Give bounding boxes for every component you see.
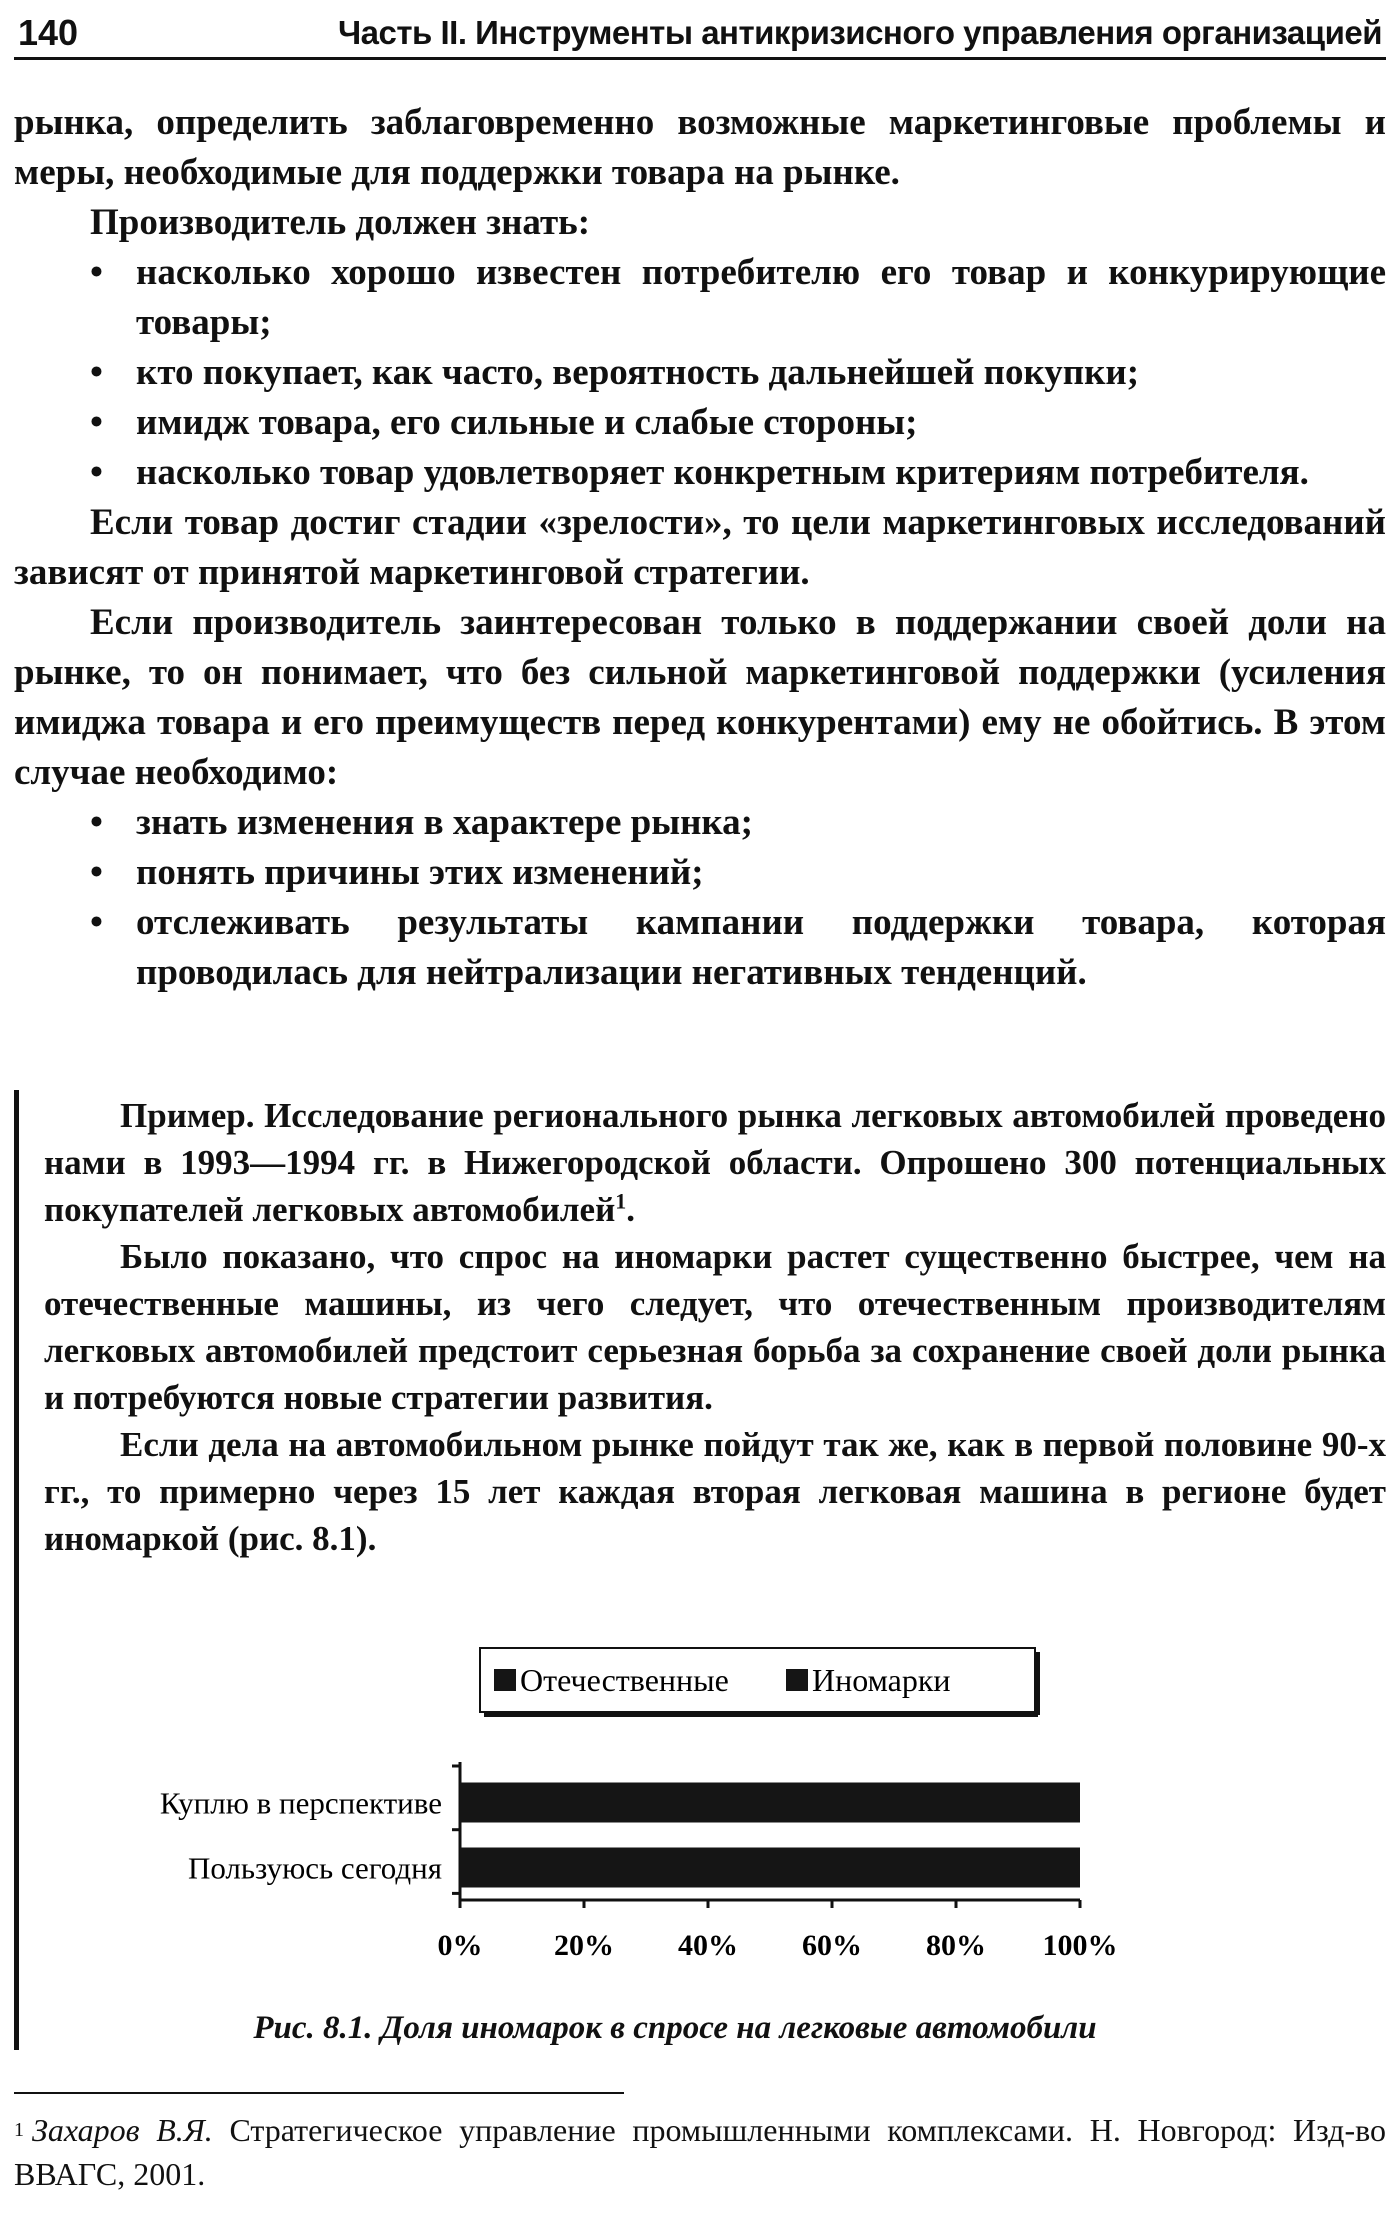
footnote xyxy=(14,2108,1386,2196)
category-label: Пользуюсь сегодня xyxy=(187,1850,442,1886)
example-paragraph: Было показано, что спрос на иномарки растет существенно быстрее, чем на отечественные машины, из чего следует, что отечественным производителям легковых автомобилей предстоит серьезная борьба за сохранение своей доли рынка и потребуются новые стратегии развития. xyxy=(44,1237,1386,1417)
list-item: • насколько товар удовлетворяет конкретным критериям потребителя. xyxy=(90,448,1386,498)
x-tick-label: 60% xyxy=(802,1929,862,1962)
list-item: • насколько хорошо известен потребителю его товар и конкурирующие товары; xyxy=(90,248,1386,348)
main-text xyxy=(14,98,1386,998)
example-block xyxy=(44,1092,1386,1562)
chart-svg xyxy=(60,1620,1160,1980)
bar-segment xyxy=(460,1783,770,1823)
footnote-mark: 1 xyxy=(14,2119,24,2141)
example-text: Исследование регионального рынка легковых автомобилей проведено нами в 1993—1994 гг. в Нижегородской области. Опрошено 300 потенциальных покупателей легковых автомобилей xyxy=(44,1096,1386,1229)
example-lead: Пример. xyxy=(120,1096,255,1135)
page-header xyxy=(14,8,1386,60)
running-title: Часть II. Инструменты антикризисного управления организацией xyxy=(338,14,1382,51)
bullet-list xyxy=(90,798,1386,998)
example-paragraph: Если дела на автомобильном рынке пойдут так же, как в первой половине 90-х гг., то примерно через 15 лет каждая вторая легковая машина в регионе будет иномаркой (рис. 8.1). xyxy=(44,1425,1386,1558)
example-side-bar xyxy=(14,1090,19,2050)
footnote-ref: 1 xyxy=(615,1188,627,1214)
list-item: • понять причины этих изменений; xyxy=(90,848,1386,898)
bar-segment xyxy=(460,1848,894,1888)
example-text-end: . xyxy=(626,1190,636,1229)
x-tick-label: 80% xyxy=(926,1929,986,1962)
footnote-author: Захаров В.Я. xyxy=(32,2112,213,2148)
footnote-rule xyxy=(14,2092,624,2094)
x-tick-label: 0% xyxy=(437,1929,483,1962)
list-item: • знать изменения в характере рынка; xyxy=(90,798,1386,848)
list-item: • кто покупает, как часто, вероятность дальнейшей покупки; xyxy=(90,348,1386,398)
example-paragraph xyxy=(44,1092,1386,1233)
list-item: • отслеживать результаты кампании поддержки товара, которая проводилась для нейтрализации негативных тенденций. xyxy=(90,898,1386,998)
footnote-text: Стратегическое управление промышленными комплексами. Н. Новгород: Изд-во ВВАГС, 2001. xyxy=(14,2112,1387,2192)
paragraph: Производитель должен знать: xyxy=(90,202,591,243)
x-tick-label: 40% xyxy=(678,1929,738,1962)
legend-label: Отечественные xyxy=(520,1662,729,1698)
x-tick-label: 20% xyxy=(554,1929,614,1962)
paragraph: Если товар достиг стадии «зрелости», то цели маркетинговых исследований зависят от принятой маркетинговой стратегии. xyxy=(14,502,1386,593)
bar-segment xyxy=(894,1848,1080,1888)
category-label: Куплю в перспективе xyxy=(159,1785,442,1821)
bar-chart xyxy=(60,1620,1160,1980)
figure-caption: Рис. 8.1. Доля иномарок в спросе на легковые автомобили xyxy=(253,2010,1097,2046)
x-tick-label: 100% xyxy=(1042,1929,1118,1962)
paragraph: рынка, определить заблаговременно возможные маркетинговые проблемы и меры, необходимые для поддержки товара на рынке. xyxy=(14,102,1386,193)
legend-label: Иномарки xyxy=(812,1662,951,1698)
legend-swatch xyxy=(494,1669,516,1691)
bullet-list xyxy=(90,248,1386,498)
legend-swatch xyxy=(786,1669,808,1691)
page-number: 140 xyxy=(18,12,79,53)
paragraph: Если производитель заинтересован только в поддержании своей доли на рынке, то он понимает, что без сильной маркетинговой поддержки (усиления имиджа товара и его преимуществ перед конкурентами) ему не обойтись. В этом случае необходимо: xyxy=(14,602,1386,793)
bar-segment xyxy=(770,1783,1080,1823)
list-item: • имидж товара, его сильные и слабые стороны; xyxy=(90,398,1386,448)
